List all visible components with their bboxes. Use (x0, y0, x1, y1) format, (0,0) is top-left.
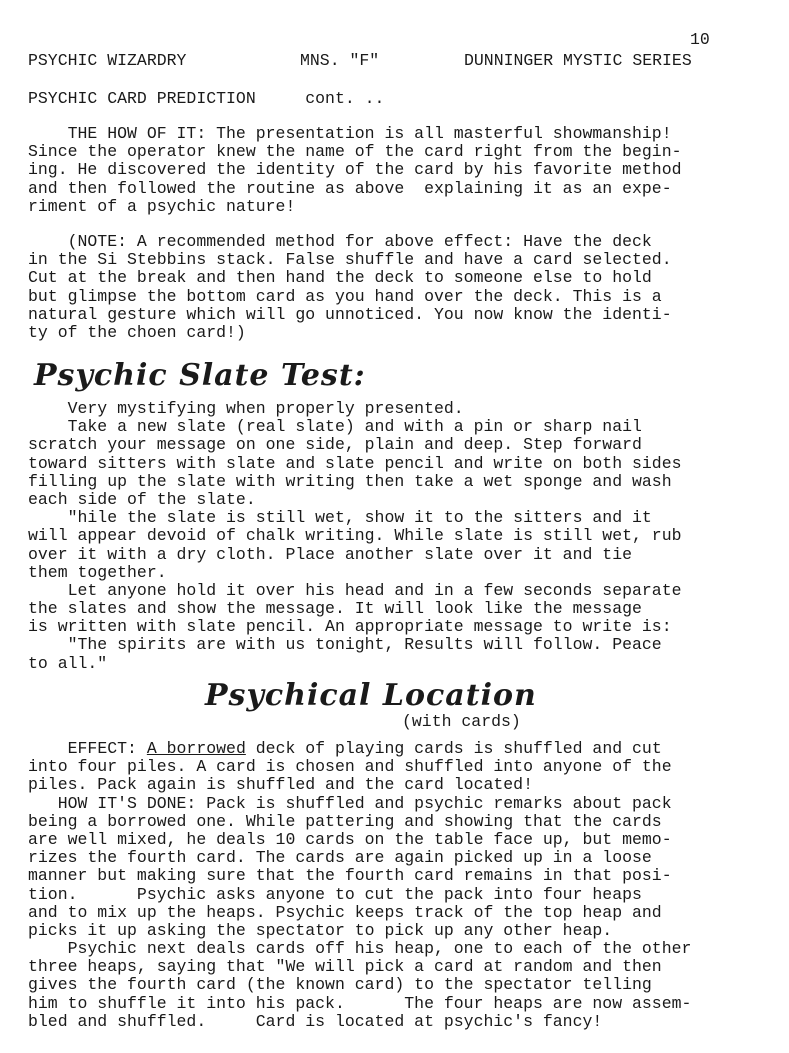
effect-underlined-text: A borrowed (146, 739, 246, 758)
text-line: ty of the choen card!) (28, 322, 246, 342)
header-center: MNS. "F" (300, 51, 380, 70)
text-line: Cut at the break and then hand the deck to someone else to hold (28, 268, 652, 288)
text-line: riment of a psychic nature! (28, 196, 296, 216)
text-line: Psychic next deals cards off his heap, one to each of the other (28, 939, 692, 959)
header-left: PSYCHIC WIZARDRY (28, 51, 187, 70)
text-line: (NOTE: A recommended method for above effect: Have the deck (28, 232, 652, 251)
text-line: into four piles. A card is chosen and shuffled into anyone of the (28, 757, 672, 777)
location-title: Psychical Location (205, 678, 537, 713)
text-line: Take a new slate (real slate) and with a pin or sharp nail (28, 417, 642, 437)
text-line: Let anyone hold it over his head and in a few seconds separate (28, 580, 682, 600)
text-line: Since the operator knew the name of the card right from the begin- (28, 142, 682, 162)
text-line: rizes the fourth card. The cards are again picked up in a loose (28, 848, 652, 868)
text-line: being a borrowed one. While pattering and showing that the cards (28, 811, 662, 831)
text-line: and to mix up the heaps. Psychic keeps track of the top heap and (28, 902, 662, 922)
text-line: each side of the slate. (28, 489, 256, 509)
text-line: but glimpse the bottom card as you hand over the deck. This is a (28, 286, 662, 306)
text-line: "The spirits are with us tonight, Results will follow. Peace (28, 635, 662, 655)
page-number: 10 (690, 30, 710, 49)
text-line: is written with slate pencil. An appropriate message to write is: (28, 617, 672, 637)
text-line: natural gesture which will go unnoticed. You now know the identi- (28, 304, 672, 324)
effect-line (28, 740, 768, 758)
text-line: to all." (28, 653, 108, 673)
text-line: "hile the slate is still wet, show it to the sitters and it (28, 508, 652, 528)
text-line: piles. Pack again is shuffled and the card located! (28, 775, 533, 795)
slate-paragraph (28, 400, 768, 673)
effect-rest: deck of playing cards is shuffled and cut (245, 739, 662, 758)
text-line: toward sitters with slate and slate pencil and write on both sides (28, 453, 682, 473)
location-subtitle: (with cards) (402, 712, 521, 731)
text-line: them together. (28, 562, 167, 582)
text-line: and then followed the routine as above explaining it as an expe- (28, 178, 672, 198)
text-line: Very mystifying when properly presented. (28, 399, 464, 418)
text-line: are well mixed, he deals 10 cards on the table face up, but memo- (28, 829, 672, 849)
text-line: scratch your message on one side, plain and deep. Step forward (28, 435, 642, 455)
text-line: will appear devoid of chalk writing. While slate is still wet, rub (28, 526, 682, 546)
text-line: gives the fourth card (the known card) to the spectator telling (28, 975, 652, 995)
text-line: him to shuffle it into his pack. The four heaps are now assem- (28, 993, 692, 1013)
text-line: picks it up asking the spectator to pick up any other heap. (28, 920, 613, 940)
effect-label: EFFECT: (67, 739, 147, 758)
slate-title: Psychic Slate Test: (34, 358, 366, 393)
text-line: manner but making sure that the fourth card remains in that posi- (28, 866, 672, 886)
text-line: THE HOW OF IT: The presentation is all masterful showmanship! (28, 124, 672, 143)
header-right: DUNNINGER MYSTIC SERIES (464, 51, 692, 70)
location-paragraph (28, 740, 768, 1031)
text-line: the slates and show the message. It will look like the message (28, 599, 642, 619)
text-line: over it with a dry cloth. Place another slate over it and tie (28, 544, 632, 564)
subheader: PSYCHIC CARD PREDICTION cont. .. (28, 89, 385, 108)
text-line: HOW IT'S DONE: Pack is shuffled and psychic remarks about pack (28, 793, 672, 813)
note-paragraph (28, 233, 768, 342)
text-line: bled and shuffled. Card is located at psychic's fancy! (28, 1011, 603, 1031)
text-line: in the Si Stebbins stack. False shuffle and have a card selected. (28, 250, 672, 270)
text-line: three heaps, saying that "We will pick a card at random and then (28, 957, 662, 977)
text-line: filling up the slate with writing then take a wet sponge and wash (28, 471, 672, 491)
how-of-it-paragraph (28, 125, 768, 216)
text-line: ing. He discovered the identity of the card by his favorite method (28, 160, 682, 180)
text-line: tion. Psychic asks anyone to cut the pack into four heaps (28, 884, 642, 904)
